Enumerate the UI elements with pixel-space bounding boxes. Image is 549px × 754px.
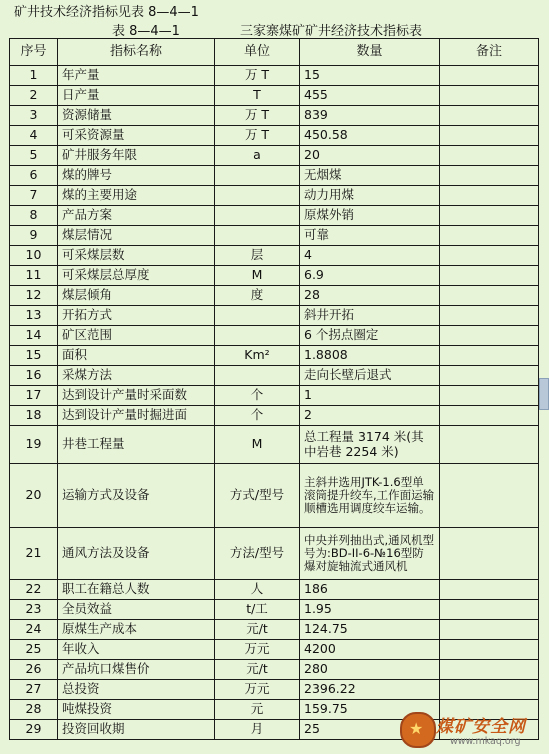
indicator-name: 达到设计产量时采面数 xyxy=(58,386,215,406)
watermark-badge-icon: ★ xyxy=(400,712,436,748)
unit-cell: 万元 xyxy=(215,640,300,660)
row-number: 2 xyxy=(10,86,58,106)
quantity-cell: 斜井开拓 xyxy=(300,306,440,326)
row-number: 26 xyxy=(10,660,58,680)
row-number: 12 xyxy=(10,286,58,306)
table-row xyxy=(10,326,539,346)
row-number: 27 xyxy=(10,680,58,700)
quantity-cell: 原煤外销 xyxy=(300,206,440,226)
note-cell xyxy=(440,126,539,146)
indicator-name: 矿区范围 xyxy=(58,326,215,346)
indicator-name: 煤的牌号 xyxy=(58,166,215,186)
unit-cell: M xyxy=(215,266,300,286)
indicator-name: 煤层倾角 xyxy=(58,286,215,306)
unit-cell: 元 xyxy=(215,700,300,720)
table-row xyxy=(10,600,539,620)
table-row xyxy=(10,660,539,680)
watermark xyxy=(398,710,546,752)
row-number: 24 xyxy=(10,620,58,640)
note-cell xyxy=(440,246,539,266)
table-row xyxy=(10,386,539,406)
note-cell xyxy=(440,166,539,186)
row-number: 1 xyxy=(10,66,58,86)
row-number: 18 xyxy=(10,406,58,426)
note-cell xyxy=(440,680,539,700)
indicator-name: 矿井服务年限 xyxy=(58,146,215,166)
indicator-name: 全员效益 xyxy=(58,600,215,620)
unit-cell: a xyxy=(215,146,300,166)
row-number: 23 xyxy=(10,600,58,620)
table-row xyxy=(10,680,539,700)
quantity-cell: 124.75 xyxy=(300,620,440,640)
quantity-cell: 总工程量 3174 米(其中岩巷 2254 米) xyxy=(300,426,440,464)
unit-cell: t/工 xyxy=(215,600,300,620)
row-number: 4 xyxy=(10,126,58,146)
table-row xyxy=(10,226,539,246)
indicator-name: 可采煤层总厚度 xyxy=(58,266,215,286)
indicator-name: 资源储量 xyxy=(58,106,215,126)
indicator-name: 运输方式及设备 xyxy=(58,464,215,528)
row-number: 11 xyxy=(10,266,58,286)
quantity-cell: 25 xyxy=(300,720,440,740)
indicator-name: 煤的主要用途 xyxy=(58,186,215,206)
header-no: 序号 xyxy=(10,39,58,66)
quantity-cell: 无烟煤 xyxy=(300,166,440,186)
table-row xyxy=(10,366,539,386)
quantity-cell: 280 xyxy=(300,660,440,680)
table-title: 三家寨煤矿矿井经济技术指标表 xyxy=(240,24,423,39)
row-number: 3 xyxy=(10,106,58,126)
row-number: 6 xyxy=(10,166,58,186)
table-row xyxy=(10,246,539,266)
unit-cell: 万 T xyxy=(215,106,300,126)
indicator-name: 职工在籍总人数 xyxy=(58,580,215,600)
note-cell xyxy=(440,580,539,600)
unit-cell: 万元 xyxy=(215,680,300,700)
note-cell xyxy=(440,266,539,286)
quantity-cell: 2 xyxy=(300,406,440,426)
quantity-cell: 839 xyxy=(300,106,440,126)
row-number: 8 xyxy=(10,206,58,226)
indicator-name: 原煤生产成本 xyxy=(58,620,215,640)
row-number: 21 xyxy=(10,528,58,580)
note-cell xyxy=(440,226,539,246)
row-number: 22 xyxy=(10,580,58,600)
indicator-name: 日产量 xyxy=(58,86,215,106)
unit-cell xyxy=(215,166,300,186)
row-number: 5 xyxy=(10,146,58,166)
unit-cell: 层 xyxy=(215,246,300,266)
unit-cell: 人 xyxy=(215,580,300,600)
indicator-name: 可采煤层数 xyxy=(58,246,215,266)
indicator-name: 煤层情况 xyxy=(58,226,215,246)
row-number: 19 xyxy=(10,426,58,464)
unit-cell xyxy=(215,366,300,386)
quantity-cell: 2396.22 xyxy=(300,680,440,700)
quantity-cell: 455 xyxy=(300,86,440,106)
quantity-cell: 15 xyxy=(300,66,440,86)
note-cell xyxy=(440,386,539,406)
unit-cell: 方式/型号 xyxy=(215,464,300,528)
indicator-table xyxy=(9,38,539,740)
note-cell xyxy=(440,406,539,426)
quantity-cell: 20 xyxy=(300,146,440,166)
quantity-cell: 走向长壁后退式 xyxy=(300,366,440,386)
note-cell xyxy=(440,346,539,366)
note-cell xyxy=(440,206,539,226)
indicator-name: 总投资 xyxy=(58,680,215,700)
row-number: 7 xyxy=(10,186,58,206)
unit-cell: 万 T xyxy=(215,126,300,146)
note-cell xyxy=(440,600,539,620)
unit-cell: 个 xyxy=(215,406,300,426)
indicator-name: 采煤方法 xyxy=(58,366,215,386)
header-qty: 数量 xyxy=(300,39,440,66)
unit-cell: Km² xyxy=(215,346,300,366)
unit-cell xyxy=(215,306,300,326)
unit-cell: 个 xyxy=(215,386,300,406)
quantity-cell: 动力用煤 xyxy=(300,186,440,206)
quantity-cell: 主斜井选用JTK-1.6型单滚筒提升绞车,工作面运输顺槽选用调度绞车运输。 xyxy=(300,464,440,528)
indicator-name: 达到设计产量时掘进面 xyxy=(58,406,215,426)
indicator-name: 吨煤投资 xyxy=(58,700,215,720)
row-number: 17 xyxy=(10,386,58,406)
table-row xyxy=(10,186,539,206)
unit-cell: 度 xyxy=(215,286,300,306)
header-unit: 单位 xyxy=(215,39,300,66)
table-row xyxy=(10,86,539,106)
table-row xyxy=(10,580,539,600)
row-number: 28 xyxy=(10,700,58,720)
header-name: 指标名称 xyxy=(58,39,215,66)
quantity-cell: 4200 xyxy=(300,640,440,660)
table-row xyxy=(10,206,539,226)
unit-cell: 月 xyxy=(215,720,300,740)
unit-cell xyxy=(215,206,300,226)
quantity-cell: 450.58 xyxy=(300,126,440,146)
unit-cell: 元/t xyxy=(215,660,300,680)
table-row xyxy=(10,166,539,186)
quantity-cell: 186 xyxy=(300,580,440,600)
quantity-cell: 6.9 xyxy=(300,266,440,286)
table-row xyxy=(10,426,539,464)
indicator-name: 通风方法及设备 xyxy=(58,528,215,580)
table-header-row xyxy=(10,39,539,66)
row-number: 13 xyxy=(10,306,58,326)
table-row xyxy=(10,528,539,580)
unit-cell: 方法/型号 xyxy=(215,528,300,580)
quantity-cell: 1.8808 xyxy=(300,346,440,366)
table-row xyxy=(10,106,539,126)
unit-cell xyxy=(215,186,300,206)
table-row xyxy=(10,640,539,660)
row-number: 14 xyxy=(10,326,58,346)
unit-cell: M xyxy=(215,426,300,464)
table-body xyxy=(10,66,539,740)
indicator-name: 开拓方式 xyxy=(58,306,215,326)
note-cell xyxy=(440,286,539,306)
row-number: 16 xyxy=(10,366,58,386)
note-cell xyxy=(440,464,539,528)
unit-cell xyxy=(215,226,300,246)
indicator-name: 井巷工程量 xyxy=(58,426,215,464)
table-row xyxy=(10,66,539,86)
row-number: 9 xyxy=(10,226,58,246)
table-row xyxy=(10,126,539,146)
indicator-name: 年产量 xyxy=(58,66,215,86)
row-number: 10 xyxy=(10,246,58,266)
table-row xyxy=(10,346,539,366)
note-cell xyxy=(440,660,539,680)
caption-line2 xyxy=(112,20,423,39)
note-cell xyxy=(440,620,539,640)
table-row xyxy=(10,266,539,286)
unit-cell: T xyxy=(215,86,300,106)
table-row xyxy=(10,306,539,326)
note-cell xyxy=(440,86,539,106)
note-cell xyxy=(440,326,539,346)
table-row xyxy=(10,286,539,306)
note-cell xyxy=(440,186,539,206)
indicator-name: 产品方案 xyxy=(58,206,215,226)
watermark-url: www.mkaq.org xyxy=(450,736,521,747)
note-cell xyxy=(440,66,539,86)
unit-cell: 元/t xyxy=(215,620,300,640)
table-row xyxy=(10,464,539,528)
caption-line1: 矿井技术经济指标见表 8—4—1 xyxy=(14,5,199,20)
note-cell xyxy=(440,366,539,386)
quantity-cell: 6 个拐点圈定 xyxy=(300,326,440,346)
scroll-handle[interactable] xyxy=(539,378,549,410)
indicator-name: 可采资源量 xyxy=(58,126,215,146)
row-number: 29 xyxy=(10,720,58,740)
note-cell xyxy=(440,426,539,464)
header-note: 备注 xyxy=(440,39,539,66)
note-cell xyxy=(440,528,539,580)
quantity-cell: 4 xyxy=(300,246,440,266)
note-cell xyxy=(440,146,539,166)
quantity-cell: 可靠 xyxy=(300,226,440,246)
quantity-cell: 1.95 xyxy=(300,600,440,620)
table-row xyxy=(10,406,539,426)
indicator-name: 面积 xyxy=(58,346,215,366)
row-number: 25 xyxy=(10,640,58,660)
row-number: 15 xyxy=(10,346,58,366)
unit-cell xyxy=(215,326,300,346)
indicator-name: 投资回收期 xyxy=(58,720,215,740)
watermark-logo: 煤矿安全网 xyxy=(436,717,526,737)
unit-cell: 万 T xyxy=(215,66,300,86)
note-cell xyxy=(440,306,539,326)
quantity-cell: 1 xyxy=(300,386,440,406)
table-row xyxy=(10,620,539,640)
quantity-cell: 28 xyxy=(300,286,440,306)
row-number: 20 xyxy=(10,464,58,528)
note-cell xyxy=(440,106,539,126)
table-row xyxy=(10,146,539,166)
note-cell xyxy=(440,640,539,660)
indicator-name: 年收入 xyxy=(58,640,215,660)
quantity-cell: 159.75 xyxy=(300,700,440,720)
quantity-cell: 中央并列抽出式,通风机型号为:BD-II-6-№16型防爆对旋轴流式通风机 xyxy=(300,528,440,580)
table-number: 表 8—4—1 xyxy=(112,24,180,39)
indicator-name: 产品坑口煤售价 xyxy=(58,660,215,680)
